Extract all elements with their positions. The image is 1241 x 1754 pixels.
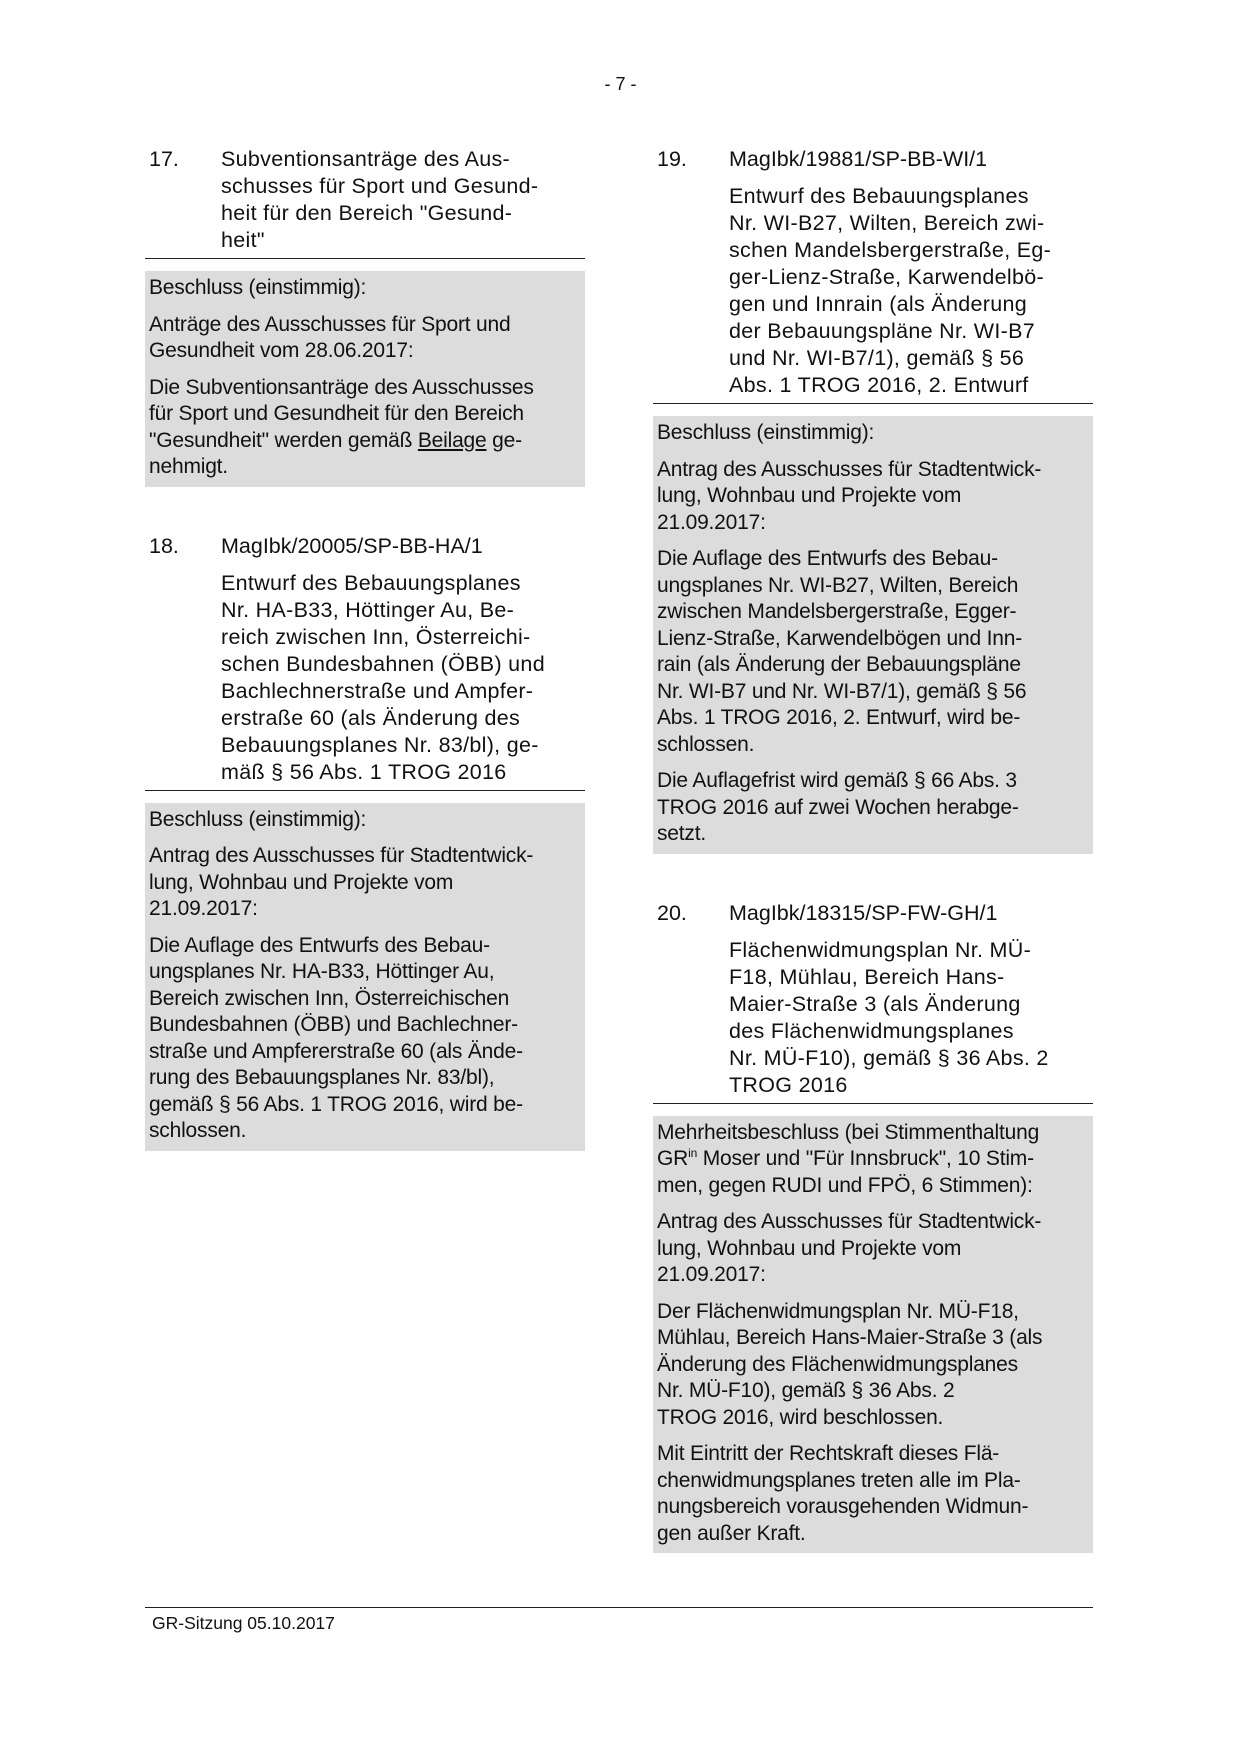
decision-heading: Mehrheitsbeschluss (bei Stimmenthaltung $GR^{in}$ Moser und "Für Innsbruck", 10 Stim- men, gegen RUDI und FPÖ, 6 Stimmen):	[657, 1120, 1040, 1197]
title-line: ger-Lienz-Straße, Karwendelbö-	[729, 265, 1044, 289]
title-line: erstraße 60 (als Änderung des	[221, 705, 521, 730]
title-line: Bachlechnerstraße und Ampfer-	[221, 678, 534, 703]
beilage-link[interactable]: Beilage	[417, 428, 487, 452]
title-line: heit"	[221, 228, 265, 252]
title-line: und Nr. WI-B7/1), gemäß § 56	[729, 346, 1025, 370]
decision-paragraph: Der Flächenwidmungsplan Nr. MÜ-F18, Mühlau, Bereich Hans-Maier-Straße 3 (als Änderung des Flächenwidmungsplanes Nr. MÜ-F10), gemäß § 36 Abs. 2 TROG 2016, wird beschlossen.	[657, 1299, 1043, 1429]
title-line: F18, Mühlau, Bereich Hans-	[729, 964, 1005, 989]
page-number: - 7 -	[604, 74, 637, 94]
item-title	[729, 183, 1093, 399]
item-header	[653, 900, 1093, 1104]
decision-paragraph: Die Auflage des Entwurfs des Bebau- ungsplanes Nr. WI-B27, Wilten, Bereich zwischen Mandelsbergerstraße, Egger- Lienz-Straße, Karwendelbögen und Inn- rain (als Änderung der Bebauungspläne Nr. WI-B7 und Nr. WI-B7/1), gemäß § 56 Abs. 1 TROG 2016, 2. Entwurf, wird be- schlossen.	[657, 547, 1027, 756]
title-line: Flächenwidmungsplan Nr. MÜ-	[729, 937, 1032, 962]
decision-paragraph: Antrag des Ausschusses für Stadtentwick- lung, Wohnbau und Projekte vom 21.09.2017:	[657, 1210, 1042, 1286]
decision-paragraph: Anträge des Ausschusses für Sport und Gesundheit vom 28.06.2017:	[149, 312, 511, 362]
title-line: Entwurf des Bebauungsplanes	[221, 570, 521, 595]
title-line: Maier-Straße 3 (als Änderung	[729, 991, 1021, 1016]
decision-paragraph: Antrag des Ausschusses für Stadtentwick- lung, Wohnbau und Projekte vom 21.09.2017:	[149, 844, 534, 920]
left-column	[145, 146, 585, 1151]
item-reference: MagIbk/20005/SP-BB-HA/1	[221, 533, 483, 558]
decision-heading: Beschluss (einstimmig):	[149, 276, 367, 299]
right-column	[653, 146, 1093, 1553]
title-line: Nr. WI-B27, Wilten, Bereich zwi-	[729, 211, 1045, 235]
item-title	[221, 570, 585, 786]
title-line: schen Mandelsbergerstraße, Eg-	[729, 238, 1052, 262]
item-header	[145, 533, 585, 791]
title-line: Nr. MÜ-F10), gemäß § 36 Abs. 2	[729, 1045, 1049, 1070]
item-reference: MagIbk/19881/SP-BB-WI/1	[729, 147, 988, 171]
decision-box	[145, 271, 585, 487]
item-reference: MagIbk/18315/SP-FW-GH/1	[729, 900, 998, 925]
title-line: Abs. 1 TROG 2016, 2. Entwurf	[729, 373, 1029, 397]
title-line: Subventionsanträge des Aus-	[221, 147, 510, 171]
item-header	[653, 146, 1093, 404]
title-line: Nr. HA-B33, Höttinger Au, Be-	[221, 597, 515, 622]
title-line: mäß § 56 Abs. 1 TROG 2016	[221, 759, 507, 784]
footer-text: GR-Sitzung 05.10.2017	[152, 1613, 335, 1633]
title-line: des Flächenwidmungsplanes	[729, 1018, 1014, 1043]
decision-box	[653, 1116, 1093, 1554]
decision-heading: Beschluss (einstimmig):	[149, 807, 367, 831]
agenda-item-20	[653, 900, 1093, 1554]
title-line: gen und Innrain (als Änderung	[729, 292, 1027, 316]
item-title	[221, 146, 585, 254]
decision-box	[653, 416, 1093, 854]
decision-paragraph: Die Subventionsanträge des Ausschusses für Sport und Gesundheit für den Bereich "Gesundheit" werden gemäß Beilage ge- nehmigt.	[149, 375, 534, 478]
item-number: 19.	[657, 147, 687, 171]
title-line: Bebauungsplanes Nr. 83/bl), ge-	[221, 732, 539, 757]
title-line: schen Bundesbahnen (ÖBB) und	[221, 651, 545, 676]
title-line: heit für den Bereich "Gesund-	[221, 201, 513, 225]
decision-paragraph: Die Auflagefrist wird gemäß § 66 Abs. 3 TROG 2016 auf zwei Wochen herabge- setzt.	[657, 769, 1019, 845]
item-title	[729, 937, 1093, 1099]
item-number: 17.	[149, 147, 179, 171]
decision-box	[145, 803, 585, 1151]
title-line: der Bebauungspläne Nr. WI-B7	[729, 319, 1035, 343]
decision-paragraph: Die Auflage des Entwurfs des Bebau- ungsplanes Nr. HA-B33, Höttinger Au, Bereich zwischen Inn, Österreichischen Bundesbahnen (ÖBB) und Bachlechner- straße und Ampfererstraße 60 (als Ände- rung des Bebauungsplanes Nr. 83/bl), gemäß § 56 Abs. 1 TROG 2016, wird be- schlossen.	[149, 933, 523, 1142]
item-number: 20.	[657, 900, 687, 925]
decision-paragraph: Mit Eintritt der Rechtskraft dieses Flä- chenwidmungsplanes treten alle im Pla- nungsbereich vorausgehenden Widmun- gen außer Kraft.	[657, 1442, 1029, 1545]
title-line: TROG 2016	[729, 1072, 848, 1097]
title-line: schusses für Sport und Gesund-	[221, 174, 539, 198]
agenda-item-17	[145, 146, 585, 487]
decision-paragraph: Antrag des Ausschusses für Stadtentwick- lung, Wohnbau und Projekte vom 21.09.2017:	[657, 457, 1042, 534]
decision-heading: Beschluss (einstimmig):	[657, 421, 875, 444]
agenda-item-19	[653, 146, 1093, 854]
title-line: reich zwischen Inn, Österreichi-	[221, 624, 531, 649]
item-header	[145, 146, 585, 259]
footer-divider	[145, 1607, 1093, 1608]
agenda-item-18	[145, 533, 585, 1151]
title-line: Entwurf des Bebauungsplanes	[729, 184, 1029, 208]
item-number: 18.	[149, 533, 179, 558]
